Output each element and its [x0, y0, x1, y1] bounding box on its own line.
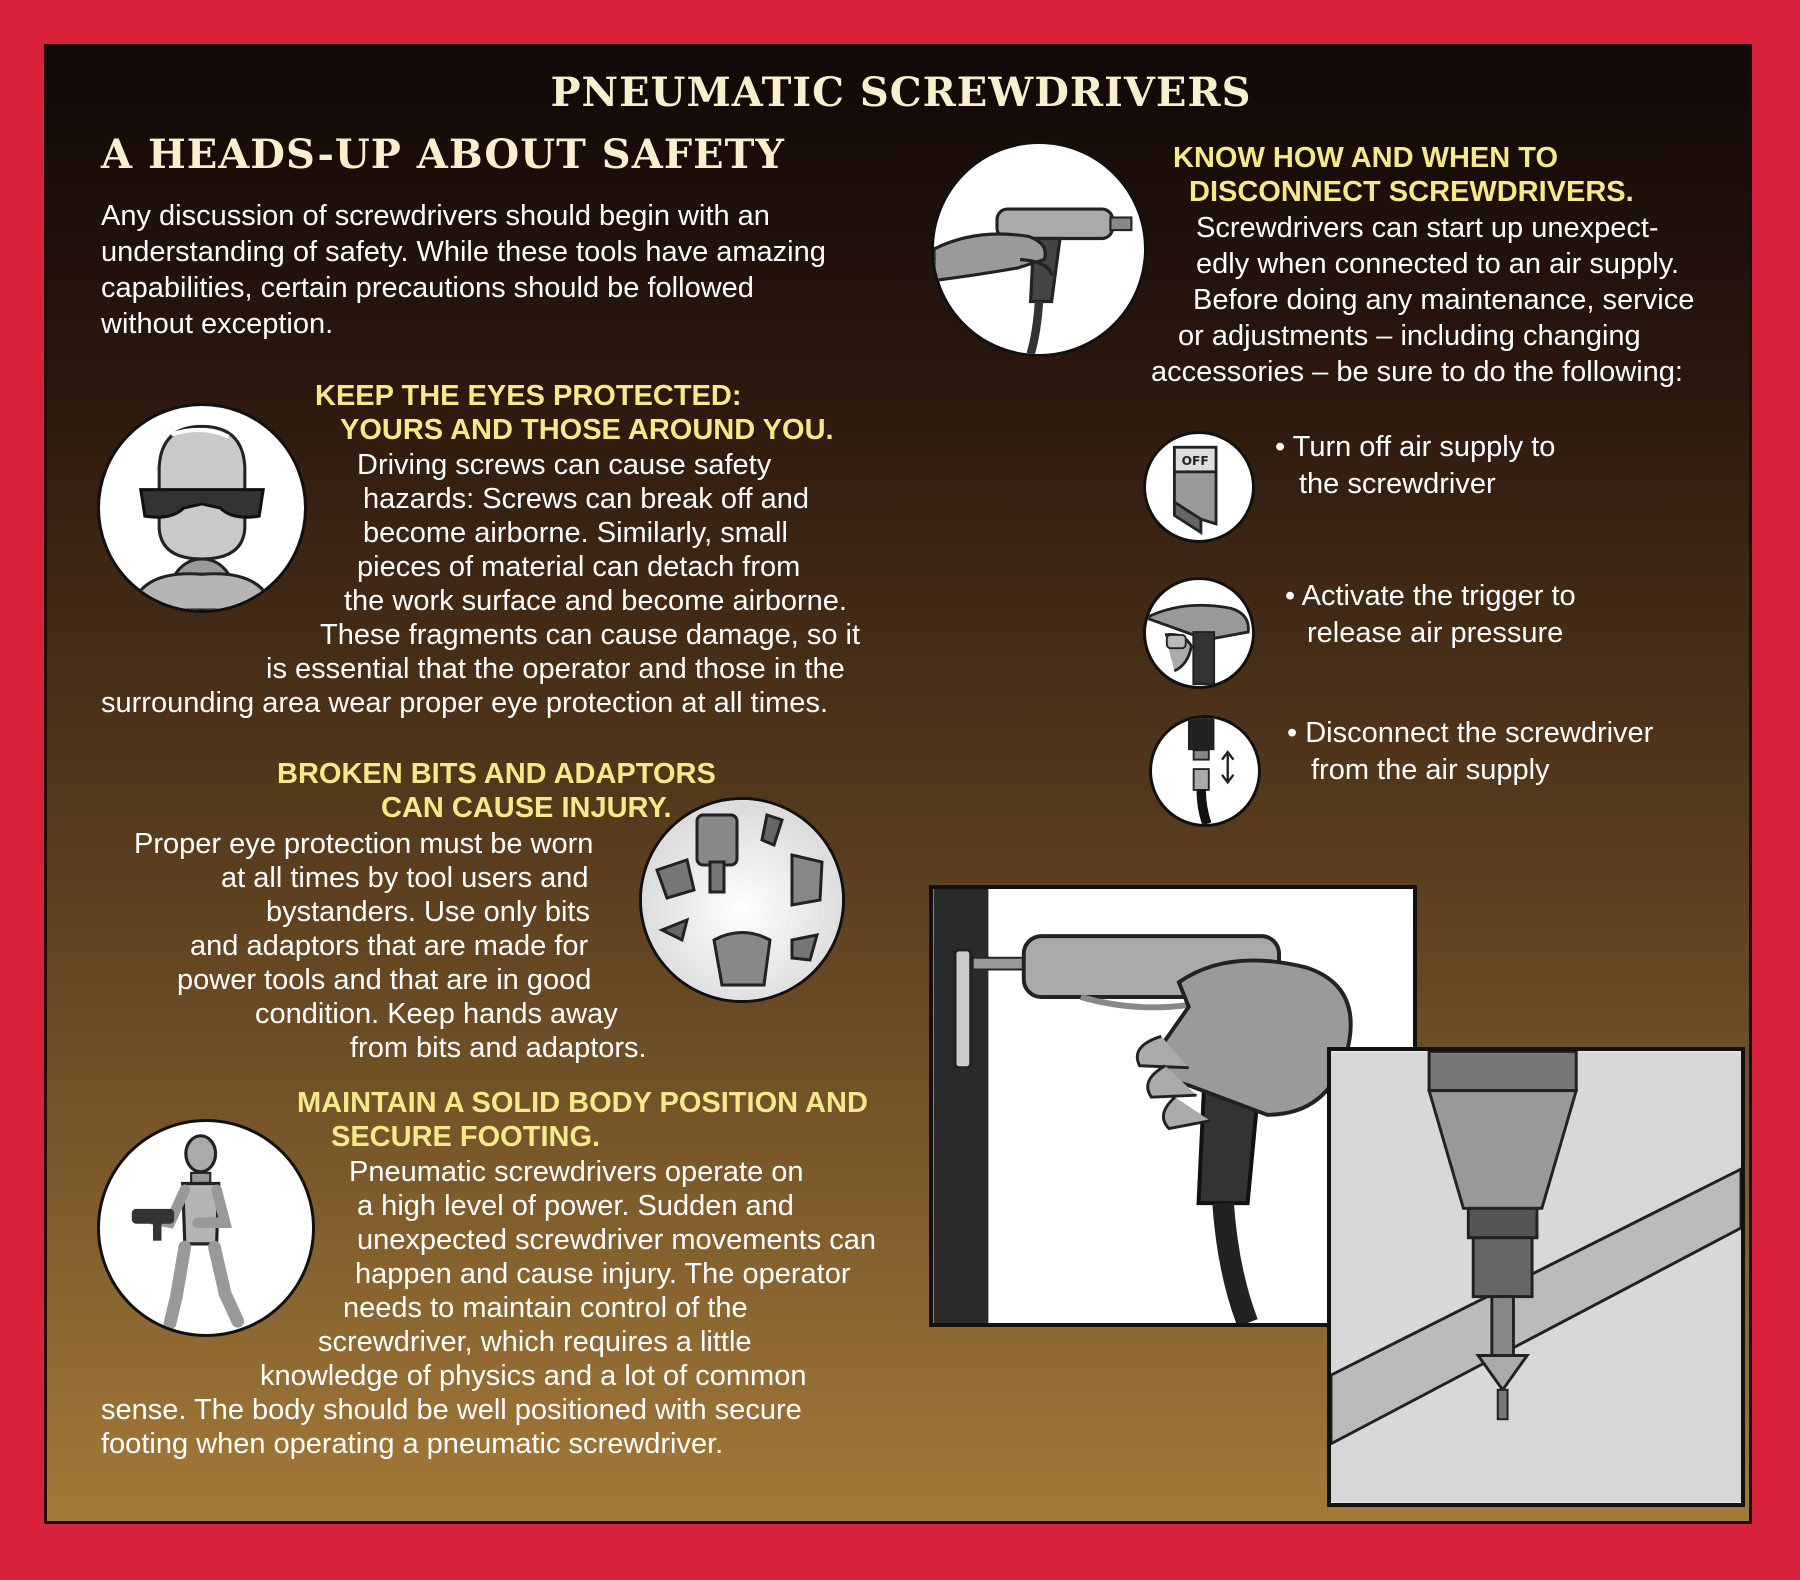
body-body-line: a high level of power. Sudden and [357, 1190, 794, 1222]
eyes-heading-line: KEEP THE EYES PROTECTED: [315, 380, 742, 412]
bits-body-line: at all times by tool users and [221, 862, 589, 894]
bits-body-line: and adaptors that are made for [190, 930, 589, 962]
step-line: • Disconnect the screwdriver [1287, 717, 1654, 749]
eyes-body-line: become airborne. Similarly, small [363, 517, 788, 549]
intro-line: understanding of safety. While these tools have amazing [101, 236, 826, 268]
bits-heading-line: BROKEN BITS AND ADAPTORS [277, 758, 716, 790]
screwdriver-in-hand-icon [931, 141, 1147, 357]
step-line: • Turn off air supply to [1275, 431, 1556, 463]
disconnect-heading-line: KNOW HOW AND WHEN TO [1173, 142, 1559, 174]
body-heading-line: SECURE FOOTING. [331, 1121, 601, 1153]
switch-label: OFF [1181, 454, 1209, 469]
off-switch-icon [1143, 431, 1255, 543]
disconnect-body-line: Screwdrivers can start up unexpect- [1196, 212, 1659, 244]
bits-body-line: from bits and adaptors. [350, 1032, 647, 1064]
step-line: from the air supply [1311, 754, 1550, 786]
eyes-body-line: is essential that the operator and those in the [266, 653, 845, 685]
body-heading-line: MAINTAIN A SOLID BODY POSITION AND [297, 1087, 868, 1119]
disconnect-body-line: edly when connected to an air supply. [1196, 248, 1680, 280]
eyes-body-line: These fragments can cause damage, so it [320, 619, 861, 651]
body-body-line: knowledge of physics and a lot of common [260, 1360, 807, 1392]
body-body-line: happen and cause injury. The operator [355, 1258, 851, 1290]
eyes-body-line: hazards: Screws can break off and [363, 483, 809, 515]
eyes-body-line: pieces of material can detach from [357, 551, 801, 583]
body-body-line: unexpected screwdriver movements can [357, 1224, 877, 1256]
intro-line: without exception. [101, 308, 334, 340]
bits-heading-line: CAN CAUSE INJURY. [381, 792, 672, 824]
bits-body-line: Proper eye protection must be worn [134, 828, 594, 860]
body-body-line: Pneumatic screwdrivers operate on [349, 1156, 804, 1188]
section-subtitle: A HEADS-UP ABOUT SAFETY [101, 131, 785, 178]
disconnect-body-line: Before doing any maintenance, service [1193, 284, 1695, 316]
bits-body-line: bystanders. Use only bits [266, 896, 590, 928]
trigger-hand-icon [1143, 577, 1255, 689]
intro-line: Any discussion of screwdrivers should begin with an [101, 200, 770, 232]
eyes-heading-line: YOURS AND THOSE AROUND YOU. [340, 414, 834, 446]
disconnect-body-line: accessories – be sure to do the following: [1151, 356, 1683, 388]
bits-body-line: power tools and that are in good [177, 964, 592, 996]
eyes-body-line: Driving screws can cause safety [357, 449, 772, 481]
bits-body-line: condition. Keep hands away [255, 998, 618, 1030]
eyes-body-line: the work surface and become airborne. [344, 585, 847, 617]
intro-line: capabilities, certain precautions should be followed [101, 272, 754, 304]
step-line: • Activate the trigger to [1285, 580, 1576, 612]
disconnect-heading-line: DISCONNECT SCREWDRIVERS. [1189, 176, 1634, 208]
safety-glasses-mannequin-icon [97, 403, 307, 613]
eyes-body-line: surrounding area wear proper eye protection at all times. [101, 687, 828, 719]
body-body-line: sense. The body should be well positioned with secure [101, 1394, 802, 1426]
step-line: release air pressure [1307, 617, 1564, 649]
screw-closeup-illustration [1327, 1047, 1745, 1507]
body-body-line: footing when operating a pneumatic screwdriver. [101, 1428, 724, 1460]
hose-disconnect-icon [1149, 715, 1261, 827]
mannequin-with-screwdriver-icon [97, 1119, 315, 1337]
disconnect-body-line: or adjustments – including changing [1178, 320, 1641, 352]
broken-bits-icon [639, 797, 845, 1003]
safety-panel [44, 44, 1752, 1524]
body-body-line: screwdriver, which requires a little [318, 1326, 752, 1358]
step-line: the screwdriver [1299, 468, 1496, 500]
page-title: PNEUMATIC SCREWDRIVERS [550, 69, 1252, 116]
body-body-line: needs to maintain control of the [343, 1292, 748, 1324]
